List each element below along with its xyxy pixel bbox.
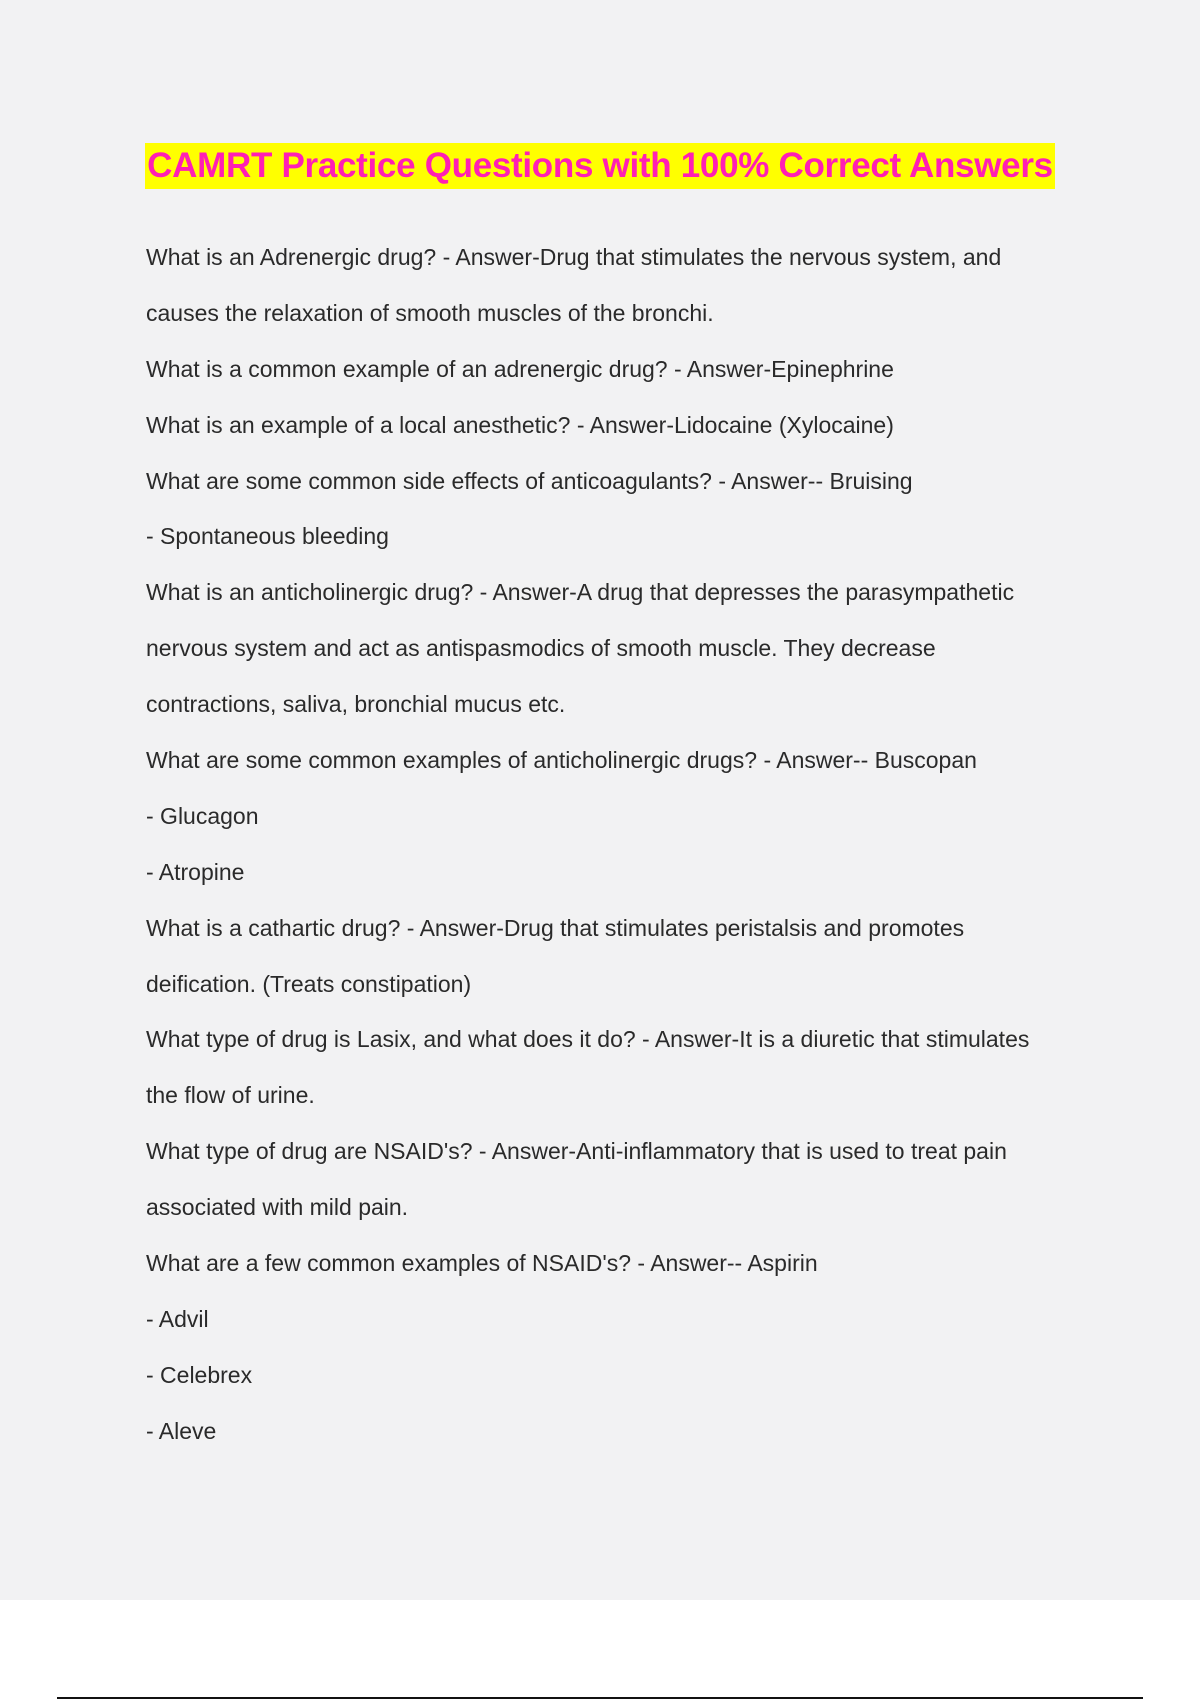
text-line: What are some common side effects of anticoagulants? - Answer-- Bruising (146, 467, 913, 494)
text-line: nervous system and act as antispasmodics of smooth muscle. They decrease (146, 635, 936, 662)
text-line: What is an Adrenergic drug? - Answer-Drug that stimulates the nervous system, and (146, 244, 1002, 270)
text-line: - Celebrex (146, 1361, 253, 1388)
text-line: - Spontaneous bleeding (146, 523, 389, 550)
text-line: What type of drug is Lasix, and what does it do? - Answer-It is a diuretic that stimulates (146, 1026, 1030, 1053)
qa-content (146, 230, 1086, 1460)
text-line: the flow of urine. (146, 1082, 315, 1109)
title-wrapper (0, 143, 1200, 189)
text-line: What is an anticholinergic drug? - Answer-A drug that depresses the parasympathetic (146, 579, 1015, 606)
text-line: What is an example of a local anesthetic? - Answer-Lidocaine (Xylocaine) (146, 411, 894, 438)
text-line: associated with mild pain. (146, 1194, 409, 1221)
text-line: deification. (Treats constipation) (146, 970, 472, 997)
text-line: - Glucagon (146, 802, 259, 829)
text-line: - Advil (146, 1305, 209, 1332)
text-line: causes the relaxation of smooth muscles of the bronchi. (146, 299, 714, 326)
text-line: - Aleve (146, 1417, 217, 1444)
text-line: What is a cathartic drug? - Answer-Drug that stimulates peristalsis and promotes (146, 914, 965, 941)
text-line: - Atropine (146, 858, 245, 885)
text-line: What are some common examples of anticholinergic drugs? - Answer-- Buscopan (146, 747, 977, 774)
footer-divider (57, 1697, 1143, 1699)
text-line: What are a few common examples of NSAID's? - Answer-- Aspirin (146, 1250, 818, 1277)
text-line: contractions, saliva, bronchial mucus etc. (146, 691, 566, 718)
page-title: CAMRT Practice Questions with 100% Correct Answers (145, 143, 1055, 189)
text-line: What is a common example of an adrenergic drug? - Answer-Epinephrine (146, 355, 894, 382)
text-line: What type of drug are NSAID's? - Answer-Anti-inflammatory that is used to treat pain (146, 1138, 1007, 1165)
